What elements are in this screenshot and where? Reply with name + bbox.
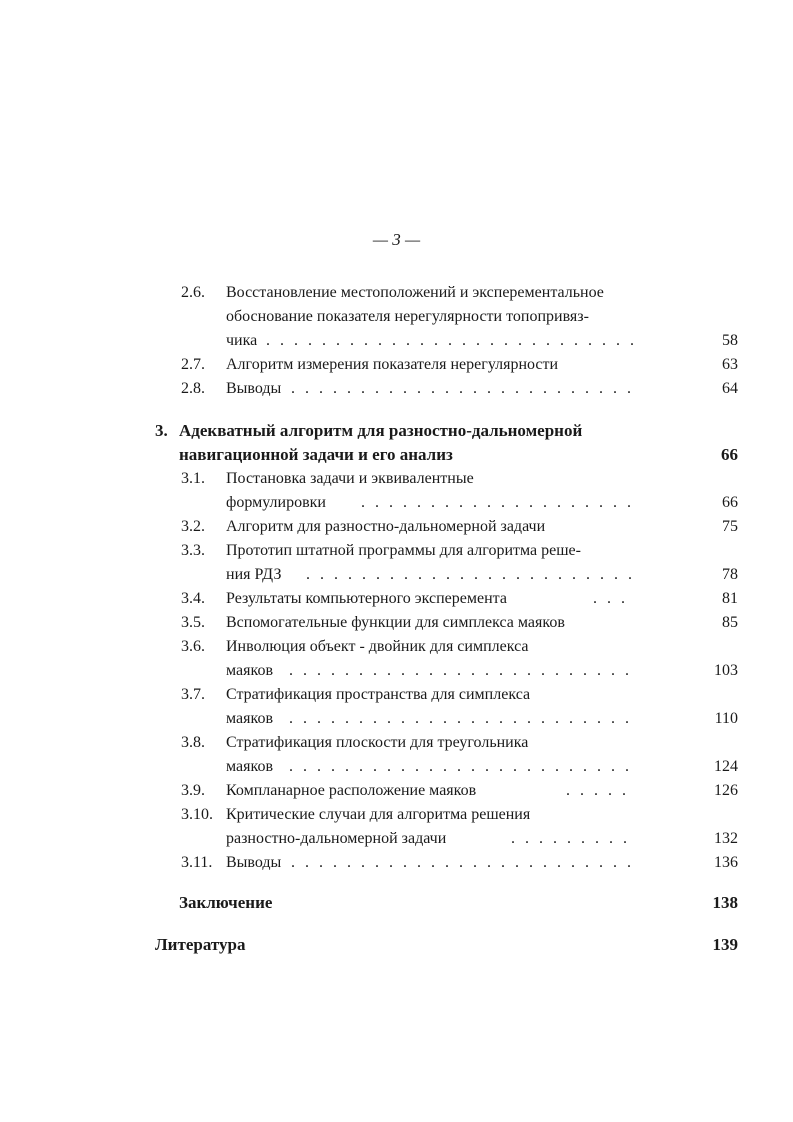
toc-entry-title: Результаты компьютерного эксперемента	[226, 590, 507, 607]
toc-chapter-title: Адекватный алгоритм для разностно-дальномерной	[179, 421, 583, 440]
toc-entry-number: 3.9.	[181, 782, 205, 799]
toc-entry-title: Постановка задачи и эквивалентные	[226, 470, 474, 487]
toc-entry-page: 81	[722, 590, 738, 607]
toc-entry-number: 3.1.	[181, 470, 205, 487]
toc-entry-number: 2.7.	[181, 356, 205, 373]
toc-entry-title: разностно-дальномерной задачи	[226, 830, 447, 847]
toc-entry-page: 66	[722, 494, 738, 511]
page-number: — 3 —	[372, 230, 421, 249]
leader-dots	[593, 588, 636, 610]
toc-entry-page: 132	[714, 830, 738, 847]
toc-entry-title: Инволюция объект - двойник для симплекса	[226, 638, 529, 655]
toc-entry-2-8[interactable]	[181, 378, 738, 400]
toc-entry-title: Стратификация плоскости для треугольника	[226, 734, 529, 751]
toc-conclusion-title: Заключение	[179, 893, 273, 912]
toc-conclusion-page: 138	[712, 893, 738, 912]
leader-dots	[266, 330, 636, 352]
toc-entry-3-11[interactable]	[181, 852, 738, 874]
toc-entry-number: 2.6.	[181, 284, 205, 301]
leader-dots	[566, 780, 636, 802]
leader-dots	[289, 756, 636, 778]
toc-entry-3-3[interactable]	[181, 540, 738, 562]
toc-entry-page: 103	[714, 662, 738, 679]
toc-entry-2-6-cont	[181, 306, 738, 328]
leader-dots	[306, 564, 636, 586]
toc-entry-page: 85	[722, 614, 738, 631]
toc-entry-page: 58	[722, 332, 738, 349]
toc-entry-title: Выводы	[226, 380, 282, 397]
toc-entry-3-8[interactable]	[181, 732, 738, 754]
toc-entry-title: Прототип штатной программы для алгоритма реше-	[226, 542, 581, 559]
toc-entry-page: 136	[714, 854, 738, 871]
toc-entry-number: 3.7.	[181, 686, 205, 703]
toc-entry-title: обоснование показателя нерегулярности топопривяз-	[226, 308, 589, 325]
toc-entry-2-6[interactable]	[181, 282, 738, 304]
toc-entry-title: Восстановление местоположений и эксперементальное	[226, 284, 604, 301]
toc-entry-number: 3.11.	[181, 854, 213, 871]
toc-entry-3-1-last	[181, 492, 738, 514]
leader-dots	[291, 378, 636, 400]
toc-entry-title: Алгоритм измерения показателя нерегулярности	[226, 356, 559, 373]
toc-conclusion[interactable]	[179, 892, 738, 914]
toc-literature-title: Литература	[155, 935, 246, 954]
toc-entry-3-10-last	[181, 828, 738, 850]
toc-entry-title: маяков	[226, 758, 273, 775]
toc-entry-title: чика	[226, 332, 258, 349]
toc-entry-3-1[interactable]	[181, 468, 738, 490]
leader-dots	[291, 852, 636, 874]
toc-entry-page: 124	[714, 758, 738, 775]
toc-entry-title: Критические случаи для алгоритма решения	[226, 806, 531, 823]
toc-entry-page: 64	[722, 380, 738, 397]
toc-entry-title: Компланарное расположение маяков	[226, 782, 477, 799]
toc-entry-title: маяков	[226, 710, 273, 727]
toc-entry-3-6[interactable]	[181, 636, 738, 658]
leader-dots	[289, 660, 636, 682]
toc-entry-title: Алгоритм для разностно-дальномерной задачи	[226, 518, 546, 535]
toc-entry-2-7[interactable]	[181, 354, 738, 376]
toc-entry-number: 3.4.	[181, 590, 205, 607]
toc-entry-title: формулировки	[226, 494, 326, 511]
leader-dots	[511, 828, 636, 850]
toc-entry-page: 63	[722, 356, 738, 373]
toc-entry-title: Выводы	[226, 854, 282, 871]
toc-entry-title: Вспомогательные функции для симплекса маяков	[226, 614, 565, 631]
toc-entry-title: маяков	[226, 662, 273, 679]
toc-literature[interactable]	[155, 934, 738, 956]
toc-entry-3-3-last	[181, 564, 738, 586]
toc-entry-3-7-last	[181, 708, 738, 730]
toc-entry-number: 3.3.	[181, 542, 205, 559]
toc-entry-page: 126	[714, 782, 738, 799]
toc-entry-number: 3.5.	[181, 614, 205, 631]
toc-entry-page: 75	[722, 518, 738, 535]
toc-entry-number: 3.2.	[181, 518, 205, 535]
toc-literature-page: 139	[712, 935, 738, 954]
toc-entry-3-10[interactable]	[181, 804, 738, 826]
toc-chapter-number: 3.	[155, 421, 168, 440]
toc-entry-title: ния РДЗ	[226, 566, 282, 583]
toc-entry-page: 110	[714, 710, 738, 727]
toc-entry-3-6-last	[181, 660, 738, 682]
toc-entry-number: 2.8.	[181, 380, 205, 397]
toc-entry-3-8-last	[181, 756, 738, 778]
leader-dots	[289, 708, 636, 730]
toc-entry-3-9[interactable]	[181, 780, 738, 802]
toc-chapter-3-cont	[155, 444, 738, 466]
toc-entry-number: 3.6.	[181, 638, 205, 655]
toc-entry-number: 3.10.	[181, 806, 213, 823]
toc-entry-3-4[interactable]	[181, 588, 738, 610]
toc-chapter-page: 66	[721, 445, 738, 464]
toc-entry-title: Стратификация пространства для симплекса	[226, 686, 531, 703]
toc-chapter-title: навигационной задачи и его анализ	[179, 445, 453, 464]
toc-entry-number: 3.8.	[181, 734, 205, 751]
toc-entry-3-2[interactable]	[181, 516, 738, 538]
toc-entry-2-6-last	[181, 330, 738, 352]
toc-entry-3-5[interactable]	[181, 612, 738, 634]
toc-entry-page: 78	[722, 566, 738, 583]
toc-entry-3-7[interactable]	[181, 684, 738, 706]
leader-dots	[361, 492, 636, 514]
toc-chapter-3[interactable]	[155, 420, 738, 442]
